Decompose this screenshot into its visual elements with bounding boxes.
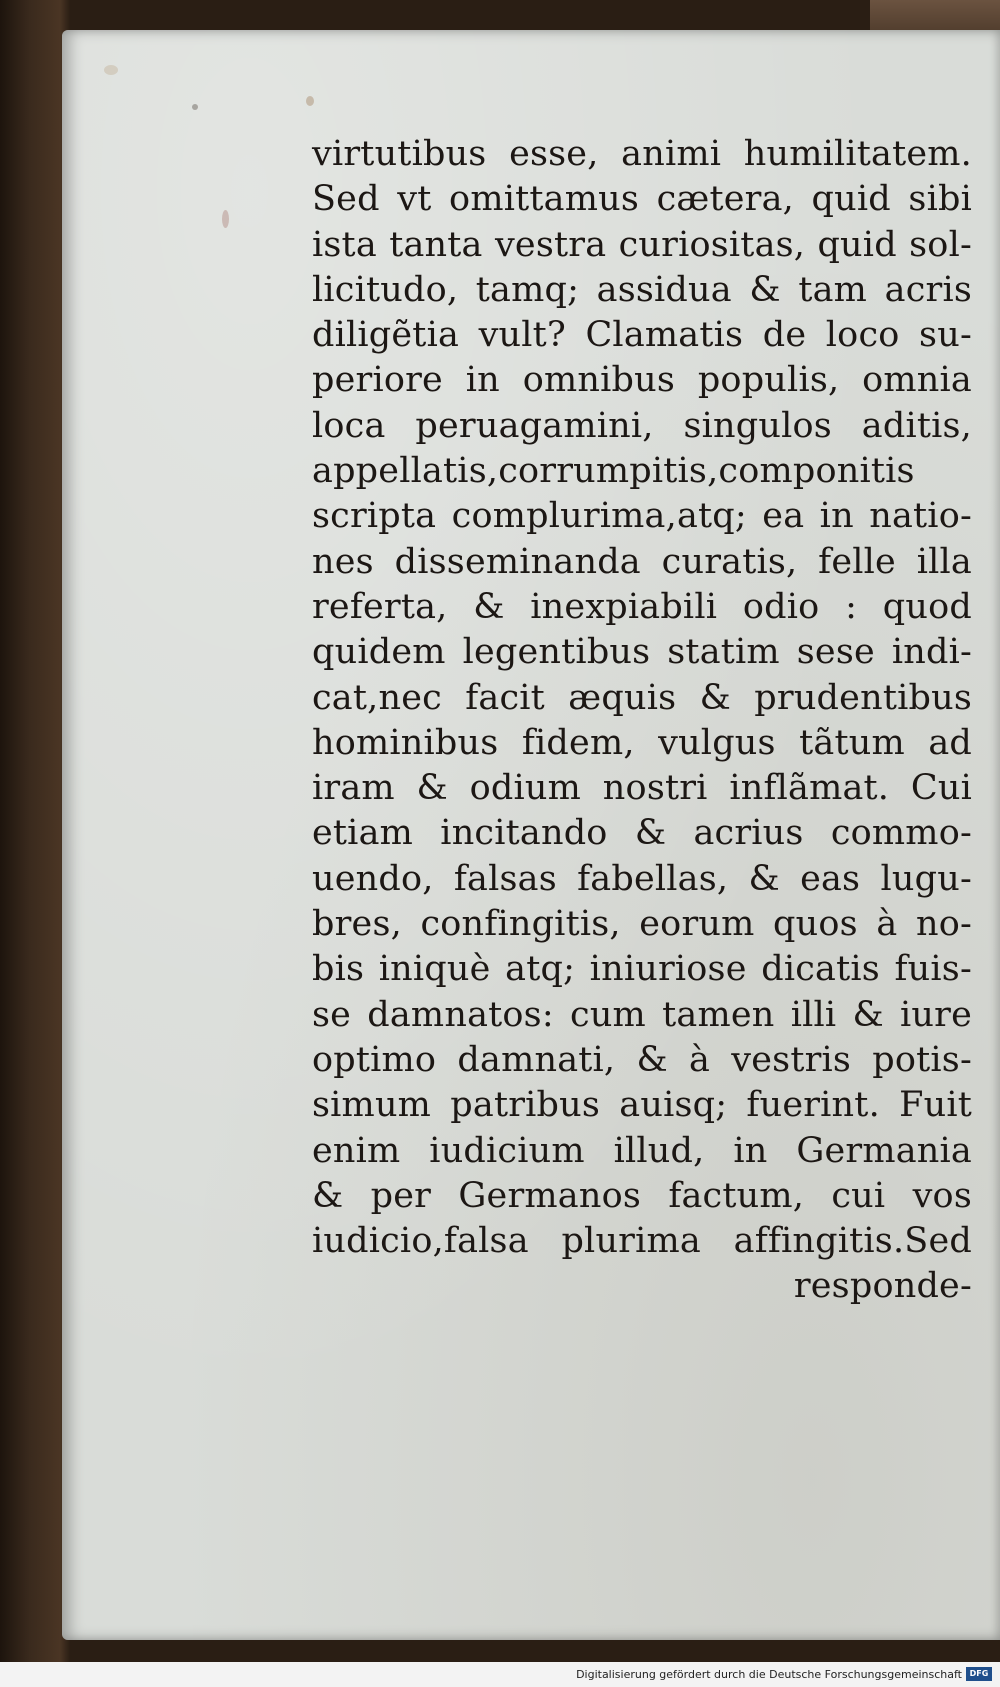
text-line: hominibus fidem, vulgus tãtum ad [312, 722, 972, 763]
text-line: diligẽtia vult? Clamatis de loco su- [312, 315, 972, 356]
text-line: uendo, falsas fabellas, & eas lugu- [312, 858, 972, 899]
ink-stain [222, 210, 229, 228]
text-line: iudicio,falsa plurima affingitis.Sed [312, 1221, 972, 1262]
text-line: & per Germanos factum, cui vos [312, 1175, 972, 1216]
text-line: loca peruagamini, singulos aditis, [312, 405, 972, 446]
text-line: ista tanta vestra curiositas, quid sol- [312, 224, 972, 265]
text-line: iram & odium nostri inflãmat. Cui [312, 768, 972, 809]
text-line: quidem legentibus statim sese indi- [312, 632, 972, 673]
text-line: periore in omnibus populis, omnia [312, 360, 972, 401]
text-line: cat,nec facit æquis & prudentibus [312, 677, 972, 718]
text-line: etiam incitando & acrius commo- [312, 813, 972, 854]
ink-stain [104, 65, 118, 75]
text-line: licitudo, tamq; assidua & tam acris [312, 269, 972, 310]
text-line: simum patribus auisq; fuerint. Fuit [312, 1085, 972, 1126]
text-line: se damnatos: cum tamen illi & iure [312, 994, 972, 1035]
text-line: Sed vt omittamus cætera, quid sibi [312, 179, 972, 220]
text-line: virtutibus esse, animi humilitatem. [312, 134, 972, 174]
text-line: enim iudicium illud, in Germania [312, 1130, 972, 1171]
footer-credit: Digitalisierung gefördert durch die Deutsche Forschungsgemeinschaft [576, 1668, 962, 1681]
text-line: scripta complurima,atq; ea in natio- [312, 496, 972, 537]
text-line: bres, confingitis, eorum quos à no- [312, 904, 972, 945]
text-line: optimo damnati, & à vestris potis- [312, 1039, 972, 1080]
latin-text-block [312, 132, 972, 1310]
ink-stain [306, 96, 314, 106]
text-line: responde- [793, 1266, 972, 1307]
text-line: bis iniquè atq; iniuriose dicatis fuis- [312, 949, 972, 990]
text-line: appellatis,corrumpitis,componitis [312, 451, 915, 492]
dfg-logo: DFG [966, 1667, 992, 1681]
ink-stain [192, 104, 198, 110]
text-line: nes disseminanda curatis, felle illa [312, 541, 972, 582]
text-line: referta, & inexpiabili odio : quod [312, 586, 972, 627]
